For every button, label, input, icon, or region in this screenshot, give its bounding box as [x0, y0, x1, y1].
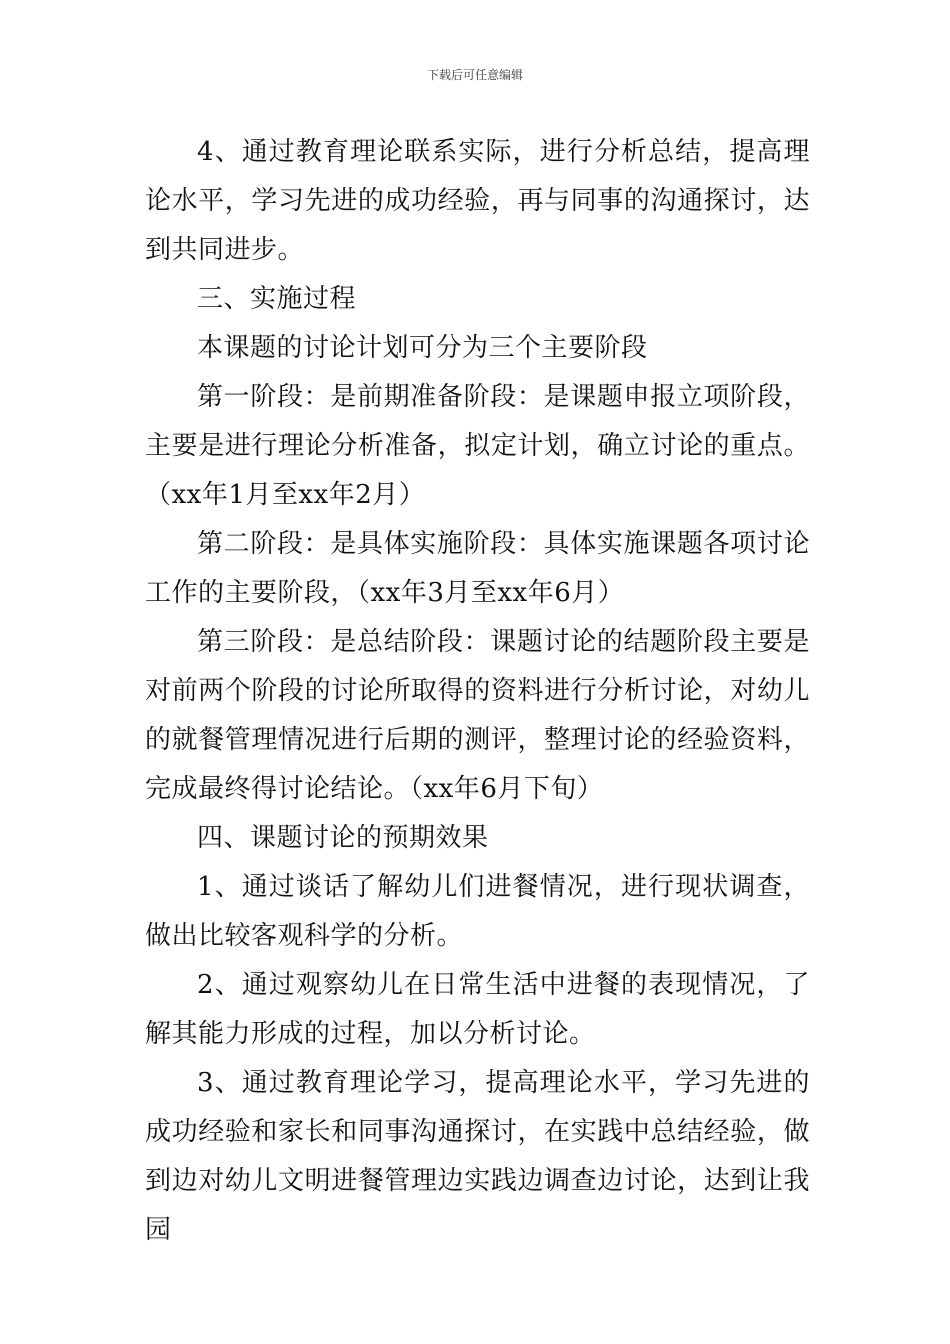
- paragraph-effect-3: 3、通过教育理论学习，提高理论水平，学习先进的成功经验和家长和同事沟通探讨，在实践中总结经验，做到边对幼儿文明进餐管理边实践边调查边讨论，达到让我园: [145, 1068, 810, 1245]
- section-heading-expected-effects: 四、课题讨论的预期效果: [197, 823, 489, 853]
- paragraph-item-4: 4、通过教育理论联系实际，进行分析总结，提高理论水平，学习先进的成功经验，再与同事的沟通探讨，达到共同进步。: [145, 137, 810, 265]
- paragraph-phase-three: 第三阶段：是总结阶段：课题讨论的结题阶段主要是对前两个阶段的讨论所取得的资料进行分析讨论，对幼儿的就餐管理情况进行后期的测评，整理讨论的经验资料，完成最终得讨论结论。（xx年6月下旬）: [145, 627, 810, 804]
- document-body: [145, 128, 810, 1255]
- section-heading-implementation: 三、实施过程: [197, 284, 357, 314]
- paragraph-phase-two: 第二阶段：是具体实施阶段：具体实施课题各项讨论工作的主要阶段，（xx年3月至xx年6月）: [145, 529, 810, 608]
- page-header: 下载后可任意编辑: [426, 68, 523, 82]
- paragraph-effect-2: 2、通过观察幼儿在日常生活中进餐的表现情况，了解其能力形成的过程，加以分析讨论。: [145, 970, 810, 1049]
- paragraph-plan-intro: 本课题的讨论计划可分为三个主要阶段: [197, 333, 648, 363]
- paragraph-effect-1: 1、通过谈话了解幼儿们进餐情况，进行现状调查，做出比较客观科学的分析。: [145, 872, 810, 951]
- paragraph-phase-one: 第一阶段：是前期准备阶段：是课题申报立项阶段，主要是进行理论分析准备，拟定计划，确立讨论的重点。（xx年1月至xx年2月）: [145, 382, 810, 510]
